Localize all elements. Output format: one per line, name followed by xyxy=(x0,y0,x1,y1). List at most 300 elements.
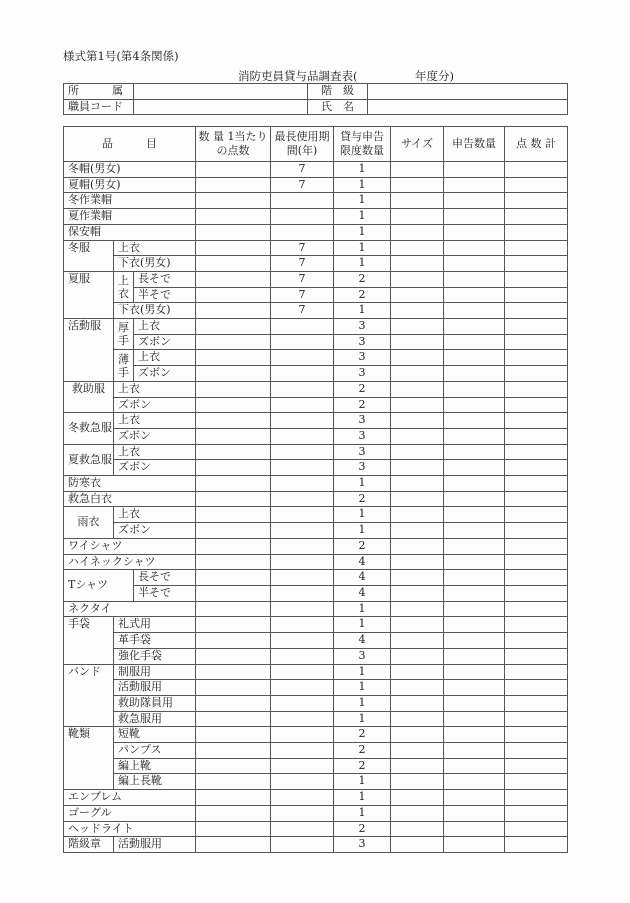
table-row xyxy=(64,366,568,382)
rank-label: 階 級 xyxy=(308,84,368,100)
total-points-cell xyxy=(505,538,568,554)
item-sub: 制服用 xyxy=(114,664,196,680)
max-use-period-cell xyxy=(271,350,334,366)
size-input[interactable] xyxy=(391,821,444,837)
size-input[interactable] xyxy=(391,837,444,853)
points-per-unit-cell xyxy=(196,350,271,366)
size-input[interactable] xyxy=(391,554,444,570)
points-per-unit-cell xyxy=(196,162,271,178)
size-input[interactable] xyxy=(391,287,444,303)
item-name: ヘッドライト xyxy=(64,821,196,837)
points-per-unit-cell xyxy=(196,601,271,617)
points-per-unit-cell xyxy=(196,397,271,413)
loan-limit-cell: 1 xyxy=(334,193,391,209)
total-points-cell xyxy=(505,821,568,837)
item-sub: ズボン xyxy=(134,366,196,382)
declared-qty-input[interactable] xyxy=(444,366,505,382)
table-row xyxy=(64,350,568,366)
declared-qty-input[interactable] xyxy=(444,162,505,178)
declared-qty-input[interactable] xyxy=(444,538,505,554)
max-use-period-cell xyxy=(271,727,334,743)
item-sub: 編上靴 xyxy=(114,758,196,774)
declared-qty-input[interactable] xyxy=(444,695,505,711)
total-points-cell xyxy=(505,695,568,711)
item-sub: 救助隊員用 xyxy=(114,695,196,711)
size-input[interactable] xyxy=(391,774,444,790)
item-category: 階級章 xyxy=(64,837,114,853)
table-row xyxy=(64,711,568,727)
table-row xyxy=(64,507,568,523)
max-use-period-cell xyxy=(271,695,334,711)
loan-limit-cell: 1 xyxy=(334,240,391,256)
total-points-cell xyxy=(505,224,568,240)
declared-qty-input[interactable] xyxy=(444,287,505,303)
size-input[interactable] xyxy=(391,680,444,696)
item-name: 冬作業帽 xyxy=(64,193,196,209)
declared-qty-input[interactable] xyxy=(444,570,505,586)
item-name: 夏帽(男女) xyxy=(64,177,196,193)
total-points-cell xyxy=(505,507,568,523)
item-name: 保安帽 xyxy=(64,224,196,240)
size-input[interactable] xyxy=(391,633,444,649)
item-category: 活動服 xyxy=(64,319,114,382)
total-points-cell xyxy=(505,428,568,444)
loan-limit-cell: 2 xyxy=(334,271,391,287)
points-per-unit-cell xyxy=(196,774,271,790)
loan-limit-cell: 1 xyxy=(334,790,391,806)
points-per-unit-cell xyxy=(196,271,271,287)
declared-qty-input[interactable] xyxy=(444,209,505,225)
declared-qty-input[interactable] xyxy=(444,413,505,429)
points-per-unit-cell xyxy=(196,821,271,837)
total-points-cell xyxy=(505,177,568,193)
item-sub: 強化手袋 xyxy=(114,648,196,664)
declared-qty-input[interactable] xyxy=(444,507,505,523)
max-use-period-cell xyxy=(271,743,334,759)
points-per-unit-cell xyxy=(196,428,271,444)
points-per-unit-cell xyxy=(196,585,271,601)
size-input[interactable] xyxy=(391,695,444,711)
item-sub: 革手袋 xyxy=(114,633,196,649)
loan-limit-cell: 4 xyxy=(334,633,391,649)
size-input[interactable] xyxy=(391,350,444,366)
total-points-cell xyxy=(505,805,568,821)
size-input[interactable] xyxy=(391,413,444,429)
affiliation-field[interactable] xyxy=(134,84,308,100)
item-sub: ズボン xyxy=(114,428,196,444)
loan-limit-cell: 1 xyxy=(334,303,391,319)
loan-limit-cell: 2 xyxy=(334,491,391,507)
size-input[interactable] xyxy=(391,790,444,806)
total-points-cell xyxy=(505,256,568,272)
table-row xyxy=(64,240,568,256)
max-use-period-cell xyxy=(271,193,334,209)
declared-qty-input[interactable] xyxy=(444,648,505,664)
declared-qty-input[interactable] xyxy=(444,523,505,539)
max-use-period-cell xyxy=(271,790,334,806)
declared-qty-input[interactable] xyxy=(444,601,505,617)
size-input[interactable] xyxy=(391,319,444,335)
points-per-unit-cell xyxy=(196,177,271,193)
declared-qty-input[interactable] xyxy=(444,444,505,460)
total-points-cell xyxy=(505,319,568,335)
table-row xyxy=(64,224,568,240)
item-sub: ズボン xyxy=(114,460,196,476)
item-sub: 長そで xyxy=(134,570,196,586)
table-row xyxy=(64,287,568,303)
max-use-period-cell xyxy=(271,507,334,523)
item-group: 厚手 xyxy=(114,319,134,350)
max-use-period-cell: 7 xyxy=(271,287,334,303)
table-row xyxy=(64,837,568,853)
loan-limit-cell: 2 xyxy=(334,538,391,554)
size-input[interactable] xyxy=(391,381,444,397)
total-points-cell xyxy=(505,837,568,853)
size-input[interactable] xyxy=(391,648,444,664)
loan-limit-cell: 1 xyxy=(334,256,391,272)
total-points-cell xyxy=(505,617,568,633)
table-row xyxy=(64,460,568,476)
total-points-cell xyxy=(505,554,568,570)
size-input[interactable] xyxy=(391,758,444,774)
item-name: 防寒衣 xyxy=(64,476,196,492)
max-use-period-cell: 7 xyxy=(271,177,334,193)
total-points-cell xyxy=(505,743,568,759)
size-input[interactable] xyxy=(391,366,444,382)
total-points-cell xyxy=(505,664,568,680)
item-sub: 上衣 xyxy=(114,240,196,256)
item-sub: パンプス xyxy=(114,743,196,759)
max-use-period-cell xyxy=(271,774,334,790)
points-per-unit-cell xyxy=(196,727,271,743)
points-per-unit-cell xyxy=(196,695,271,711)
max-use-period-cell xyxy=(271,334,334,350)
item-sub: 編上長靴 xyxy=(114,774,196,790)
declared-qty-input[interactable] xyxy=(444,821,505,837)
item-sub: 上衣 xyxy=(134,319,196,335)
max-use-period-cell: 7 xyxy=(271,256,334,272)
loan-limit-cell: 3 xyxy=(334,648,391,664)
points-per-unit-cell xyxy=(196,303,271,319)
loan-limit-cell: 3 xyxy=(334,413,391,429)
declared-qty-input[interactable] xyxy=(444,240,505,256)
max-use-period-cell xyxy=(271,601,334,617)
item-sub: 長そで xyxy=(134,271,196,287)
declared-qty-input[interactable] xyxy=(444,664,505,680)
max-use-period-cell xyxy=(271,397,334,413)
loan-limit-cell: 2 xyxy=(334,287,391,303)
declared-qty-input[interactable] xyxy=(444,271,505,287)
size-input[interactable] xyxy=(391,271,444,287)
total-points-cell xyxy=(505,303,568,319)
size-input[interactable] xyxy=(391,444,444,460)
total-points-cell xyxy=(505,444,568,460)
size-input[interactable] xyxy=(391,193,444,209)
points-per-unit-cell xyxy=(196,664,271,680)
loan-limit-cell: 1 xyxy=(334,224,391,240)
points-per-unit-cell xyxy=(196,240,271,256)
declared-qty-input[interactable] xyxy=(444,837,505,853)
size-input[interactable] xyxy=(391,711,444,727)
declared-qty-input[interactable] xyxy=(444,224,505,240)
size-input[interactable] xyxy=(391,209,444,225)
size-input[interactable] xyxy=(391,397,444,413)
table-row xyxy=(64,790,568,806)
declared-qty-input[interactable] xyxy=(444,727,505,743)
max-use-period-cell xyxy=(271,476,334,492)
item-sub: 活動服用 xyxy=(114,680,196,696)
total-points-cell xyxy=(505,334,568,350)
max-use-period-cell xyxy=(271,837,334,853)
max-use-period-cell xyxy=(271,460,334,476)
size-input[interactable] xyxy=(391,256,444,272)
table-row xyxy=(64,805,568,821)
points-per-unit-cell xyxy=(196,523,271,539)
item-sub: 活動服用 xyxy=(114,837,196,853)
size-input[interactable] xyxy=(391,334,444,350)
col-max-use-period: 最長使用期間(年) xyxy=(271,127,334,162)
size-input[interactable] xyxy=(391,177,444,193)
points-per-unit-cell xyxy=(196,209,271,225)
table-row xyxy=(64,491,568,507)
declared-qty-input[interactable] xyxy=(444,585,505,601)
item-sub: 半そで xyxy=(134,287,196,303)
size-input[interactable] xyxy=(391,585,444,601)
table-row xyxy=(64,319,568,335)
total-points-cell xyxy=(505,585,568,601)
loan-limit-cell: 1 xyxy=(334,507,391,523)
size-input[interactable] xyxy=(391,476,444,492)
size-input[interactable] xyxy=(391,538,444,554)
table-row xyxy=(64,271,568,287)
points-per-unit-cell xyxy=(196,491,271,507)
total-points-cell xyxy=(505,397,568,413)
max-use-period-cell xyxy=(271,381,334,397)
max-use-period-cell xyxy=(271,366,334,382)
declared-qty-input[interactable] xyxy=(444,743,505,759)
table-row xyxy=(64,538,568,554)
max-use-period-cell xyxy=(271,554,334,570)
size-input[interactable] xyxy=(391,523,444,539)
declared-qty-input[interactable] xyxy=(444,397,505,413)
loan-limit-cell: 1 xyxy=(334,209,391,225)
item-category: 夏救急服 xyxy=(64,444,114,475)
max-use-period-cell xyxy=(271,444,334,460)
size-input[interactable] xyxy=(391,617,444,633)
col-loan-limit: 貸与申告限度数量 xyxy=(334,127,391,162)
table-row xyxy=(64,523,568,539)
declared-qty-input[interactable] xyxy=(444,805,505,821)
item-name: ハイネックシャツ xyxy=(64,554,196,570)
declared-qty-input[interactable] xyxy=(444,256,505,272)
loan-limit-cell: 2 xyxy=(334,743,391,759)
size-input[interactable] xyxy=(391,507,444,523)
points-per-unit-cell xyxy=(196,334,271,350)
table-row xyxy=(64,617,568,633)
max-use-period-cell xyxy=(271,570,334,586)
total-points-cell xyxy=(505,271,568,287)
total-points-cell xyxy=(505,491,568,507)
total-points-cell xyxy=(505,570,568,586)
declared-qty-input[interactable] xyxy=(444,790,505,806)
declared-qty-input[interactable] xyxy=(444,350,505,366)
max-use-period-cell xyxy=(271,664,334,680)
item-sub: 礼式用 xyxy=(114,617,196,633)
table-row xyxy=(64,695,568,711)
points-per-unit-cell xyxy=(196,460,271,476)
declared-qty-input[interactable] xyxy=(444,774,505,790)
size-input[interactable] xyxy=(391,491,444,507)
size-input[interactable] xyxy=(391,303,444,319)
loan-limit-cell: 1 xyxy=(334,774,391,790)
size-input[interactable] xyxy=(391,805,444,821)
item-sub: ズボン xyxy=(114,397,196,413)
item-name: エンブレム xyxy=(64,790,196,806)
max-use-period-cell xyxy=(271,523,334,539)
declared-qty-input[interactable] xyxy=(444,428,505,444)
max-use-period-cell xyxy=(271,538,334,554)
size-input[interactable] xyxy=(391,162,444,178)
points-per-unit-cell xyxy=(196,507,271,523)
item-sub: 下衣(男女) xyxy=(114,303,196,319)
points-per-unit-cell xyxy=(196,570,271,586)
table-row xyxy=(64,821,568,837)
loan-limit-cell: 1 xyxy=(334,711,391,727)
col-item: 品 目 xyxy=(64,127,196,162)
table-row xyxy=(64,256,568,272)
loan-limit-cell: 3 xyxy=(334,444,391,460)
name-field[interactable] xyxy=(368,99,568,115)
points-per-unit-cell xyxy=(196,837,271,853)
size-input[interactable] xyxy=(391,743,444,759)
size-input[interactable] xyxy=(391,224,444,240)
item-name: ネクタイ xyxy=(64,601,196,617)
loan-limit-cell: 3 xyxy=(334,334,391,350)
loan-limit-cell: 2 xyxy=(334,727,391,743)
size-input[interactable] xyxy=(391,428,444,444)
total-points-cell xyxy=(505,193,568,209)
max-use-period-cell xyxy=(271,648,334,664)
declared-qty-input[interactable] xyxy=(444,617,505,633)
loan-limit-cell: 2 xyxy=(334,758,391,774)
declared-qty-input[interactable] xyxy=(444,319,505,335)
max-use-period-cell xyxy=(271,224,334,240)
max-use-period-cell xyxy=(271,585,334,601)
loan-items-table xyxy=(63,126,568,853)
declared-qty-input[interactable] xyxy=(444,193,505,209)
size-input[interactable] xyxy=(391,240,444,256)
declared-qty-input[interactable] xyxy=(444,554,505,570)
loan-limit-cell: 4 xyxy=(334,585,391,601)
item-name: 救急白衣 xyxy=(64,491,196,507)
total-points-cell xyxy=(505,711,568,727)
item-category: 冬服 xyxy=(64,240,114,271)
item-category: 靴類 xyxy=(64,727,114,790)
declared-qty-input[interactable] xyxy=(444,334,505,350)
table-row xyxy=(64,476,568,492)
item-category: 夏服 xyxy=(64,271,114,318)
points-per-unit-cell xyxy=(196,648,271,664)
loan-limit-cell: 4 xyxy=(334,554,391,570)
declared-qty-input[interactable] xyxy=(444,758,505,774)
declared-qty-input[interactable] xyxy=(444,460,505,476)
affiliation-label: 所 属 xyxy=(64,84,134,100)
max-use-period-cell xyxy=(271,680,334,696)
loan-limit-cell: 3 xyxy=(334,319,391,335)
loan-limit-cell: 3 xyxy=(334,460,391,476)
max-use-period-cell xyxy=(271,711,334,727)
item-name: ゴーグル xyxy=(64,805,196,821)
item-sub: ズボン xyxy=(114,523,196,539)
points-per-unit-cell xyxy=(196,224,271,240)
table-row xyxy=(64,758,568,774)
declared-qty-input[interactable] xyxy=(444,491,505,507)
total-points-cell xyxy=(505,523,568,539)
total-points-cell xyxy=(505,381,568,397)
loan-limit-cell: 1 xyxy=(334,523,391,539)
points-per-unit-cell xyxy=(196,444,271,460)
table-row xyxy=(64,413,568,429)
loan-limit-cell: 3 xyxy=(334,428,391,444)
loan-limit-cell: 3 xyxy=(334,350,391,366)
loan-limit-cell: 1 xyxy=(334,680,391,696)
declared-qty-input[interactable] xyxy=(444,177,505,193)
loan-limit-cell: 4 xyxy=(334,570,391,586)
declared-qty-input[interactable] xyxy=(444,381,505,397)
total-points-cell xyxy=(505,366,568,382)
declared-qty-input[interactable] xyxy=(444,680,505,696)
table-row xyxy=(64,601,568,617)
table-row xyxy=(64,648,568,664)
max-use-period-cell xyxy=(271,633,334,649)
declared-qty-input[interactable] xyxy=(444,476,505,492)
max-use-period-cell xyxy=(271,428,334,444)
item-sub: ズボン xyxy=(134,334,196,350)
staff-code-field[interactable] xyxy=(134,99,308,115)
loan-limit-cell: 1 xyxy=(334,805,391,821)
points-per-unit-cell xyxy=(196,476,271,492)
size-input[interactable] xyxy=(391,664,444,680)
employee-info-table xyxy=(63,83,568,115)
total-points-cell xyxy=(505,758,568,774)
declared-qty-input[interactable] xyxy=(444,711,505,727)
max-use-period-cell xyxy=(271,821,334,837)
total-points-cell xyxy=(505,680,568,696)
table-row xyxy=(64,585,568,601)
declared-qty-input[interactable] xyxy=(444,303,505,319)
table-row xyxy=(64,727,568,743)
declared-qty-input[interactable] xyxy=(444,633,505,649)
total-points-cell xyxy=(505,209,568,225)
item-category: バンド xyxy=(64,664,114,727)
table-row xyxy=(64,177,568,193)
loan-limit-cell: 3 xyxy=(334,837,391,853)
table-row xyxy=(64,162,568,178)
rank-field[interactable] xyxy=(368,84,568,100)
size-input[interactable] xyxy=(391,460,444,476)
table-row xyxy=(64,774,568,790)
size-input[interactable] xyxy=(391,570,444,586)
table-row xyxy=(64,428,568,444)
item-group: 上衣 xyxy=(114,271,134,302)
points-per-unit-cell xyxy=(196,617,271,633)
size-input[interactable] xyxy=(391,727,444,743)
points-per-unit-cell xyxy=(196,633,271,649)
size-input[interactable] xyxy=(391,601,444,617)
item-sub: 上衣 xyxy=(114,507,196,523)
form-number: 様式第1号(第4条関係) xyxy=(63,49,179,63)
points-per-unit-cell xyxy=(196,413,271,429)
